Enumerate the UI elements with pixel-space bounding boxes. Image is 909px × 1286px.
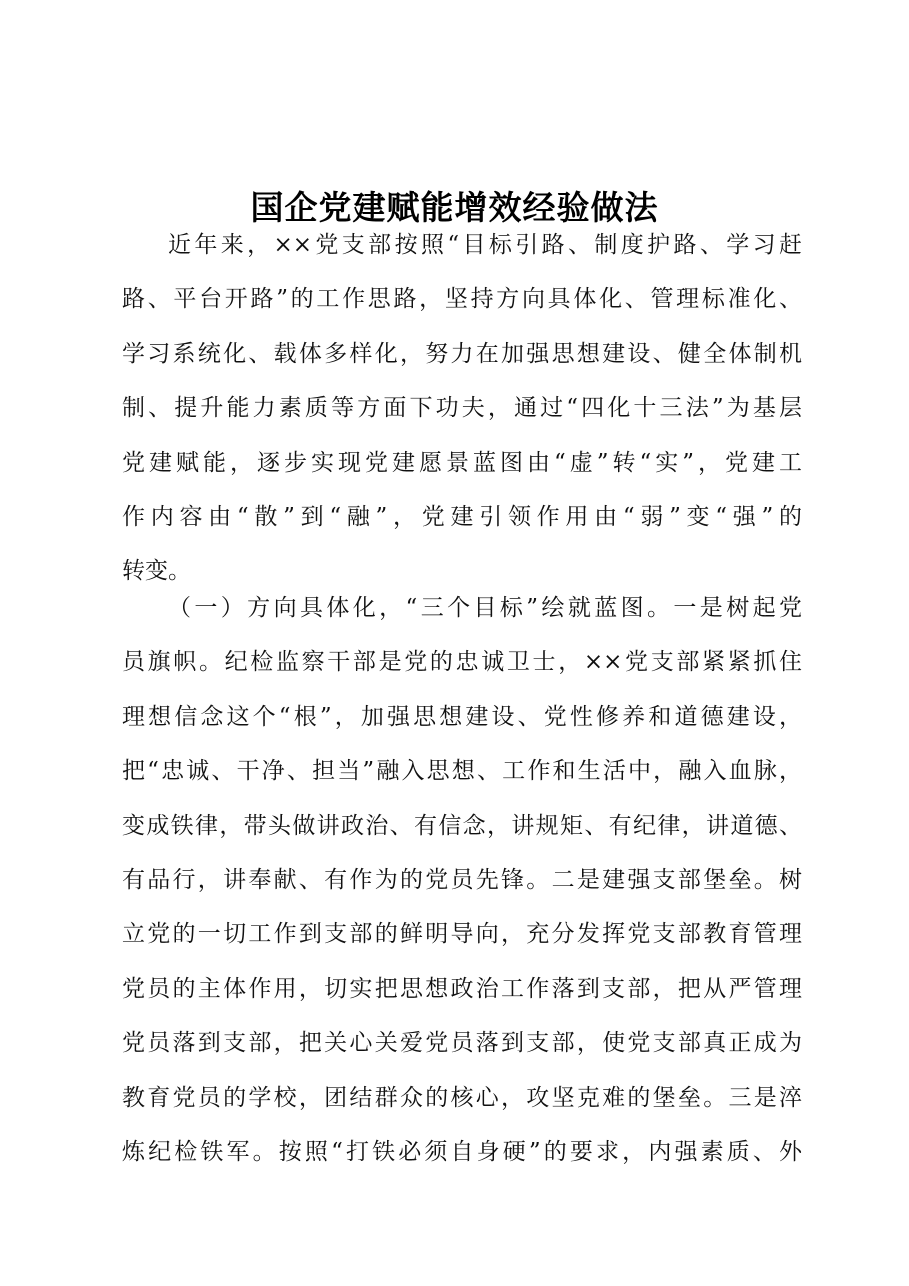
- document-title: 国企党建赋能增效经验做法: [250, 188, 659, 228]
- paragraph-line: 作内容由“散”到“融”，党建引领作用由“弱”变“强”的: [122, 503, 802, 530]
- paragraph-line: 理想信念这个“根”，加强思想建设、党性修养和道德建设，: [122, 703, 802, 730]
- paragraph-line: 有品行，讲奉献、有作为的党员先锋。二是建强支部堡垒。树: [122, 866, 802, 893]
- paragraph-line: 炼纪检铁军。按照“打铁必须自身硬”的要求，内强素质、外: [122, 1138, 802, 1165]
- paragraph-line: 近年来，××党支部按照“目标引路、制度护路、学习赶: [168, 232, 802, 258]
- paragraph-section-1: [122, 581, 802, 1179]
- paragraph-line: 党员落到支部，把关心关爱党员落到支部，使党支部真正成为: [122, 1030, 802, 1057]
- paragraph-line: 员旗帜。纪检监察干部是党的忠诚卫士，××党支部紧紧抓住: [122, 649, 802, 676]
- paragraph-line: 把“忠诚、干净、担当”融入思想、工作和生活中，融入血脉，: [122, 758, 802, 785]
- paragraph-line: 变成铁律，带头做讲政治、有信念，讲规矩、有纪律，讲道德、: [122, 812, 802, 839]
- paragraph-line: 转变。: [122, 558, 191, 585]
- paragraph-line: 学习系统化、载体多样化，努力在加强思想建设、健全体制机: [122, 340, 802, 367]
- paragraph-line: 党员的主体作用，切实把思想政治工作落到支部，把从严管理: [122, 975, 802, 1002]
- paragraph-line: （一）方向具体化，“三个目标”绘就蓝图。一是树起党: [168, 595, 802, 621]
- paragraph-line: 立党的一切工作到支部的鲜明导向，充分发挥党支部教育管理: [122, 921, 802, 948]
- paragraph-line: 教育党员的学校，团结群众的核心，攻坚克难的堡垒。三是淬: [122, 1084, 802, 1111]
- paragraph-intro: [122, 218, 802, 599]
- paragraph-line: 党建赋能，逐步实现党建愿景蓝图由“虚”转“实”，党建工: [122, 449, 802, 476]
- paragraph-line: 路、平台开路”的工作思路，坚持方向具体化、管理标准化、: [122, 286, 802, 313]
- paragraph-line: 制、提升能力素质等方面下功夫，通过“四化十三法”为基层: [122, 395, 802, 422]
